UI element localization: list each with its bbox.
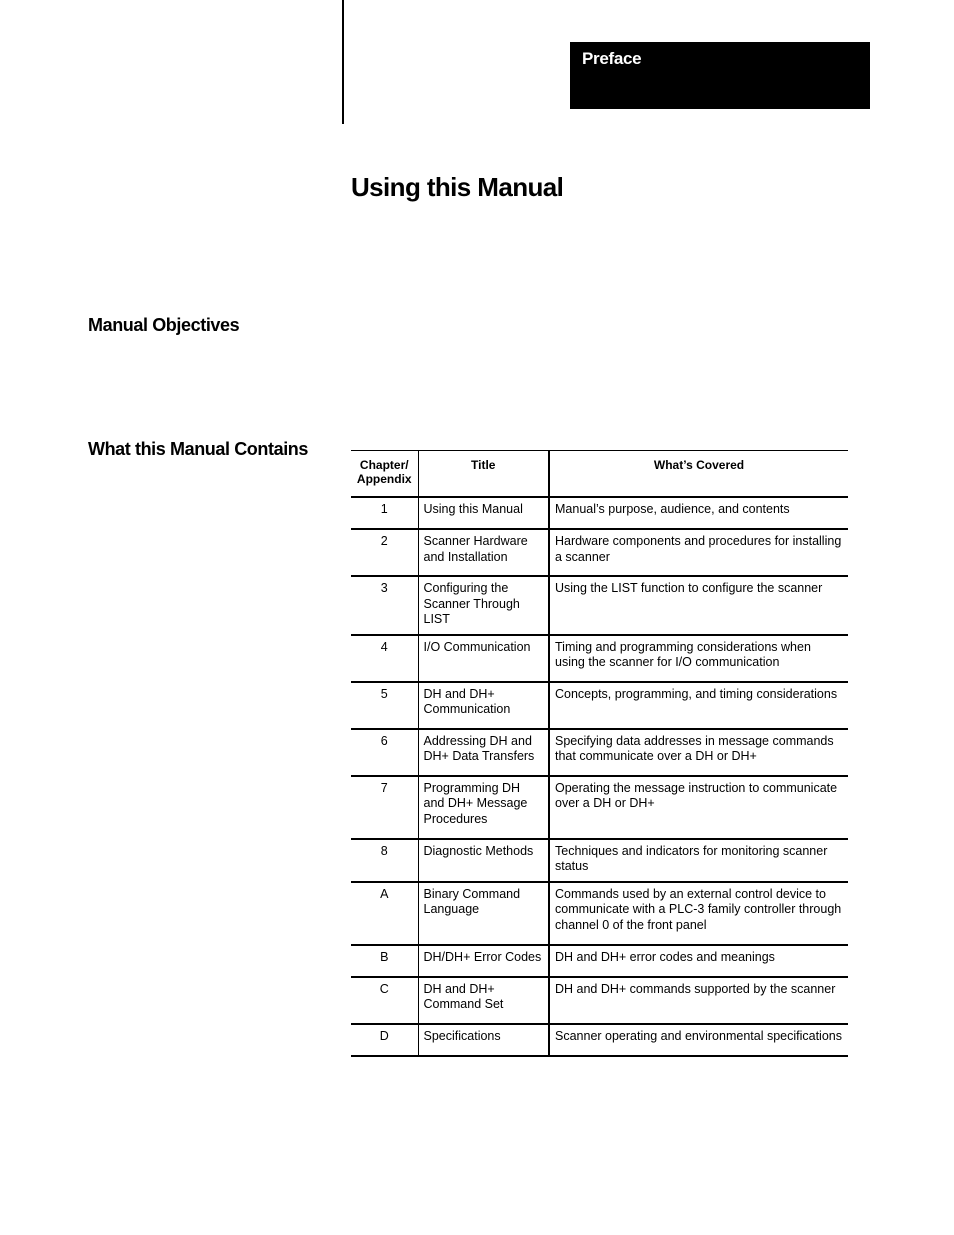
column-header-title: Title [418, 451, 549, 498]
margin-rule [342, 0, 344, 124]
covered-cell: Using the LIST function to configure the scanner [549, 576, 848, 635]
covered-cell: Hardware components and procedures for installing a scanner [549, 529, 848, 576]
chapter-cell: 2 [351, 529, 418, 576]
preface-tab-label: Preface [582, 49, 642, 68]
chapter-cell: A [351, 882, 418, 945]
title-cell: DH and DH+ Communication [418, 682, 549, 729]
title-cell: DH/DH+ Error Codes [418, 945, 549, 977]
table-row [351, 839, 848, 882]
column-header-covered: What’s Covered [549, 451, 848, 498]
chapter-cell: 3 [351, 576, 418, 635]
table-row [351, 497, 848, 529]
column-header-chapter: Chapter/ Appendix [351, 451, 418, 498]
manual-objectives-heading: Manual Objectives [88, 315, 240, 335]
title-cell: I/O Communication [418, 635, 549, 682]
covered-cell: Timing and programming considerations when using the scanner for I/O communication [549, 635, 848, 682]
chapter-cell: C [351, 977, 418, 1024]
title-cell: Programming DH and DH+ Message Procedures [418, 776, 549, 839]
title-cell: Using this Manual [418, 497, 549, 529]
title-cell: Addressing DH and DH+ Data Transfers [418, 729, 549, 776]
table-row [351, 945, 848, 977]
title-cell: Diagnostic Methods [418, 839, 549, 882]
table-row [351, 729, 848, 776]
table-header-row [351, 451, 848, 498]
covered-cell: Specifying data addresses in message commands that communicate over a DH or DH+ [549, 729, 848, 776]
table-row [351, 977, 848, 1024]
table-row [351, 1024, 848, 1056]
table-row [351, 776, 848, 839]
covered-cell: DH and DH+ error codes and meanings [549, 945, 848, 977]
chapter-cell: D [351, 1024, 418, 1056]
chapter-cell: 7 [351, 776, 418, 839]
table-row [351, 529, 848, 576]
table-row [351, 882, 848, 945]
chapter-cell: 4 [351, 635, 418, 682]
preface-tab [570, 42, 870, 109]
table-row [351, 635, 848, 682]
title-cell: Configuring the Scanner Through LIST [418, 576, 549, 635]
chapter-cell: B [351, 945, 418, 977]
covered-cell: Concepts, programming, and timing considerations [549, 682, 848, 729]
table-row [351, 682, 848, 729]
table-row [351, 576, 848, 635]
covered-cell: DH and DH+ commands supported by the scanner [549, 977, 848, 1024]
covered-cell: Commands used by an external control device to communicate with a PLC-3 family controller through channel 0 of the front panel [549, 882, 848, 945]
contents-table [351, 450, 848, 1057]
title-cell: Binary Command Language [418, 882, 549, 945]
covered-cell: Techniques and indicators for monitoring scanner status [549, 839, 848, 882]
chapter-cell: 6 [351, 729, 418, 776]
covered-cell: Operating the message instruction to communicate over a DH or DH+ [549, 776, 848, 839]
title-cell: DH and DH+ Command Set [418, 977, 549, 1024]
chapter-cell: 1 [351, 497, 418, 529]
title-cell: Specifications [418, 1024, 549, 1056]
page-title: Using this Manual [351, 172, 564, 202]
covered-cell: Manual’s purpose, audience, and contents [549, 497, 848, 529]
chapter-cell: 8 [351, 839, 418, 882]
title-cell: Scanner Hardware and Installation [418, 529, 549, 576]
covered-cell: Scanner operating and environmental specifications [549, 1024, 848, 1056]
chapter-cell: 5 [351, 682, 418, 729]
manual-contents-heading: What this Manual Contains [88, 439, 309, 459]
